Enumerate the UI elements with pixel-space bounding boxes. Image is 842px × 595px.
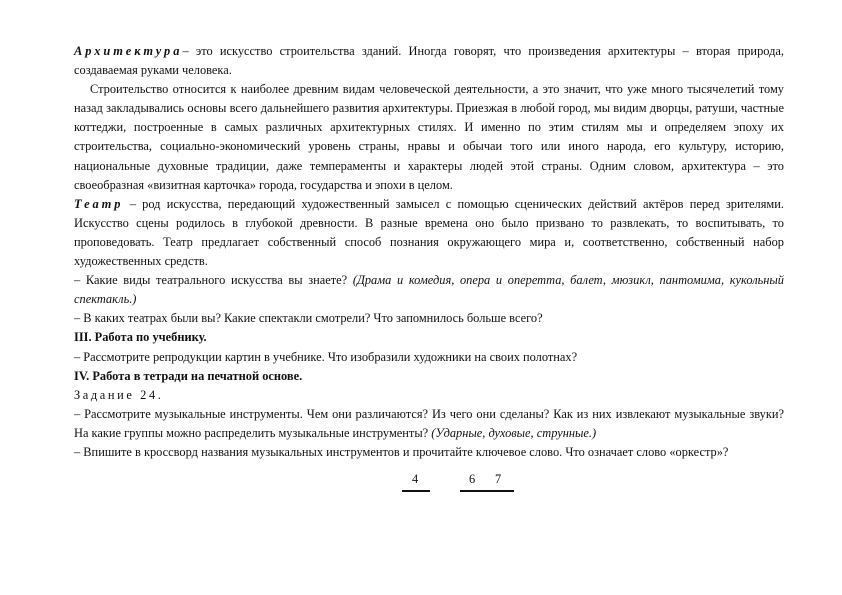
architecture-body: Строительство относится к наиболее древним видам человеческой деятельности, а это значит, что уже много тысячелетий тому назад закладывались основы всего дальнейшего развития архитектуры. Приезжая в любой город, мы видим дворцы, ратуши, частные коттеджи, построенные в самых различных архитектурных стилях. И именно по этим стилям мы и определяем эпоху их строительства, социально-экономический уровень страны, нравы и обычаи того или иного народа, его культуру, историю, национальные духовные традиции, даже темпераменты и характеры людей этой страны. Одним словом, архитектура – это своеобразная «визитная карточка» города, государства и эпохи в целом. <box>74 82 784 192</box>
question-reproductions: – Рассмотрите репродукции картин в учебнике. Что изобразили художники на своих полотнах? <box>74 349 578 364</box>
crossword-fragment <box>0 471 842 495</box>
crossword-number-6: 6 <box>469 472 476 486</box>
task-label: Задание 24. <box>74 387 164 402</box>
question-crossword: – Впишите в кроссворд названия музыкальных инструментов и прочитайте ключевое слово. Что означает слово «оркестр»? <box>74 444 729 459</box>
theatre-paragraph <box>74 195 784 271</box>
answer-instruments: (Ударные, духовые, струнные.) <box>431 425 597 440</box>
question-instruments-text: – Рассмотрите музыкальные инструменты. Чем они различаются? Из чего они сделаны? Как из них извлекают музыкальные звуки? На какие группы можно распределить музыкальные инструменты? <box>74 406 784 440</box>
question-instruments <box>74 405 784 443</box>
crossword-number-4: 4 <box>412 472 419 486</box>
theatre-definition: – род искусства, передающий художественный замысел с помощью сценических действий актёров перед зрителями. Искусство сцены родилось в глубокой древности. В разные времена оно было призвано то развлекать, то воспитывать, то проповедовать. Театр предлагает собственный способ познания окружающего мира и, соответственно, собственный набор художественных средств. <box>74 196 784 269</box>
crossword-cell-line-4 <box>402 490 430 492</box>
architecture-term: Архитектура <box>74 44 183 58</box>
crossword-number-7: 7 <box>495 472 502 486</box>
section-heading-3: III. Работа по учебнику. <box>74 330 207 345</box>
document-text <box>74 42 784 462</box>
architecture-definition: – это искусство строительства зданий. Иногда говорят, что произведения архитектуры – вторая природа, создаваемая руками человека. <box>74 44 784 78</box>
answer-theatre-kinds: (Драма и комедия, опера и оперетта, балет, мюзикл, пантомима, кукольный спектакль.) <box>74 273 784 307</box>
section-heading-4: IV. Работа в тетради на печатной основе. <box>74 368 303 383</box>
question-visited-theatres: – В каких театрах были вы? Какие спектакли смотрели? Что запомнилось больше всего? <box>74 311 543 326</box>
question-theatre-kinds <box>74 271 784 309</box>
crossword-cell-line-6-7 <box>460 490 514 492</box>
theatre-term: Театр <box>74 196 124 211</box>
question-theatre-text: – Какие виды театрального искусства вы знаете? <box>74 273 353 288</box>
architecture-paragraph <box>74 42 784 80</box>
